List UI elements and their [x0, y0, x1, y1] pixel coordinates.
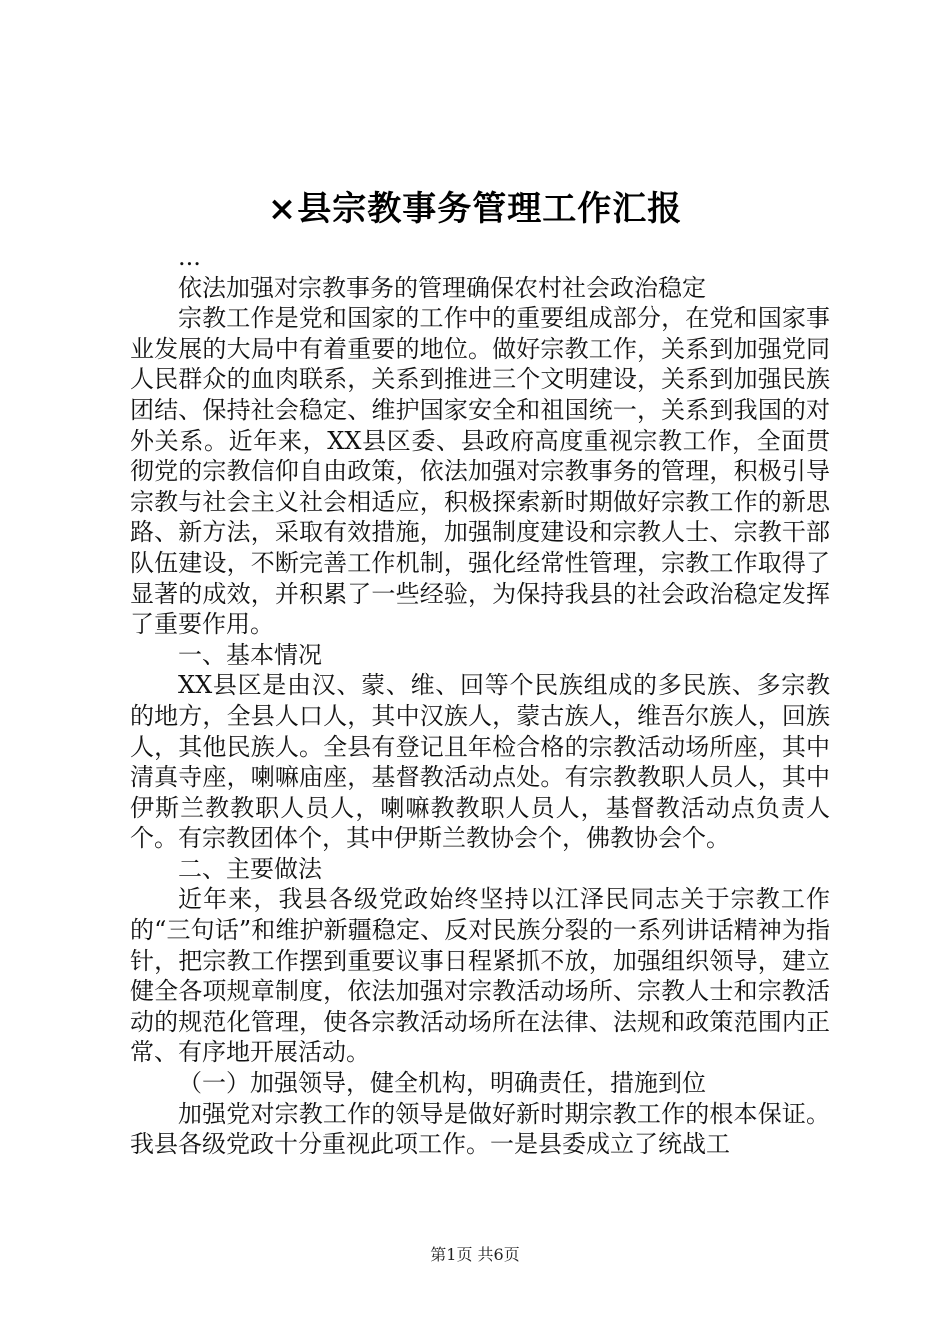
leadership-paragraph: 加强党对宗教工作的领导是做好新时期宗教工作的根本保证。我县各级党政十分重视此项工作。一是县委成立了统战工	[130, 1099, 830, 1159]
section-heading-practices: 二、主要做法	[178, 854, 322, 883]
document-body	[130, 242, 830, 1160]
ellipsis-line: ...	[178, 243, 201, 271]
subsection-heading-leadership: （一）加强领导，健全机构，明确责任，措施到位	[178, 1069, 706, 1098]
intro-paragraph: 宗教工作是党和国家的工作中的重要组成部分，在党和国家事业发展的大局中有着重要的地位。做好宗教工作，关系到加强党同人民群众的血肉联系，关系到推进三个文明建设，关系到加强民族团结、保持社会稳定、维护国家安全和祖国统一，关系到我国的对外关系。近年来，XX县区委、县政府高度重视宗教工作，全面贯彻党的宗教信仰自由政策，依法加强对宗教事务的管理，积极引导宗教与社会主义社会相适应，积极探索新时期做好宗教工作的新思路、新方法，采取有效措施，加强制度建设和宗教人士、宗教干部队伍建设，不断完善工作机制，强化经常性管理，宗教工作取得了显著的成效，并积累了一些经验，为保持我县的社会政治稳定发挥了重要作用。	[130, 304, 830, 639]
section-heading-basic: 一、基本情况	[178, 640, 322, 669]
practices-paragraph: 近年来，我县各级党政始终坚持以江泽民同志关于宗教工作的“三句话”和维护新疆稳定、反对民族分裂的一系列讲话精神为指针，把宗教工作摆到重要议事日程紧抓不放，加强组织领导，建立健全各项规章制度，依法加强对宗教活动场所、宗教人士和宗教活动的规范化管理，使各宗教活动场所在法律、法规和政策范围内正常、有序地开展活动。	[130, 885, 830, 1067]
basic-situation-paragraph: XX县区是由汉、蒙、维、回等个民族组成的多民族、多宗教的地方，全县人口人，其中汉族人，蒙古族人，维吾尔族人，回族人，其他民族人。全县有登记且年检合格的宗教活动场所座，其中清真寺座，喇嘛庙座，基督教活动点处。有宗教教职人员人，其中伊斯兰教教职人员人，喇嘛教教职人员人，基督教活动点负责人个。有宗教团体个，其中伊斯兰教协会个，佛教协会个。	[130, 671, 830, 853]
page-footer: 第1页 共6页	[430, 1245, 520, 1264]
subtitle-paragraph: 依法加强对宗教事务的管理确保农村社会政治稳定	[178, 273, 706, 302]
document-title: ×县宗教事务管理工作汇报	[267, 189, 683, 229]
